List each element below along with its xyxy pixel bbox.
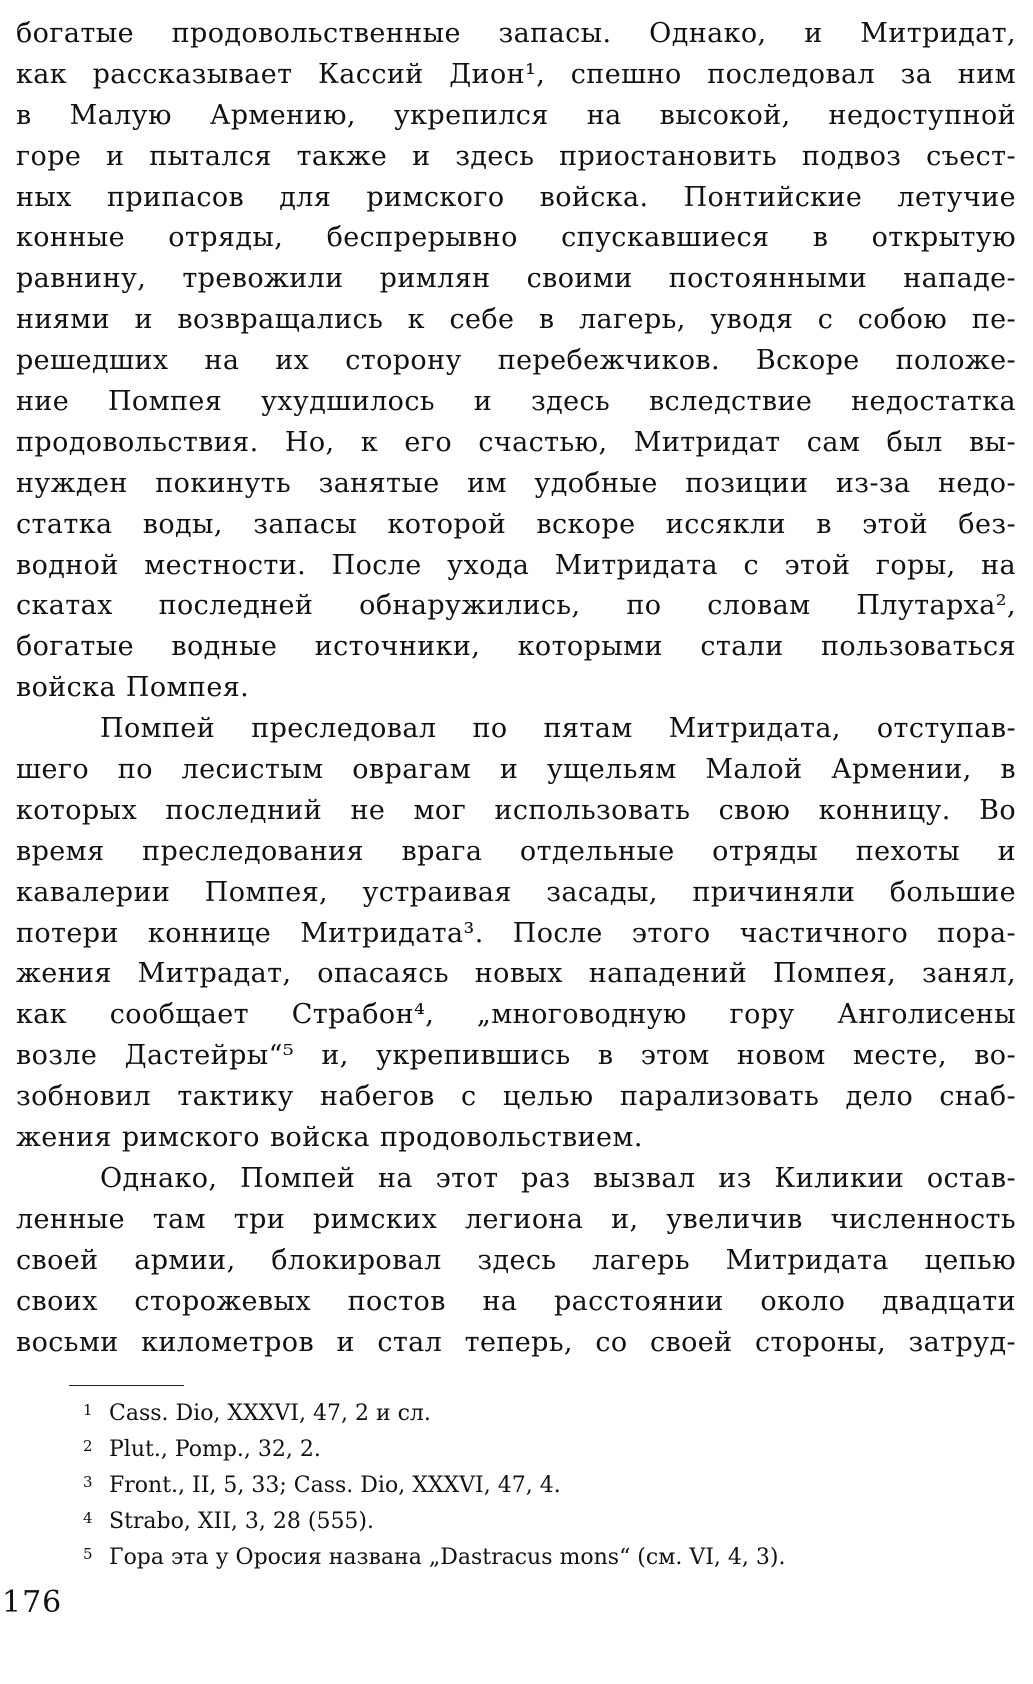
footnote bbox=[83, 1430, 983, 1466]
footnote-text: Strabo, XII, 3, 28 (555). bbox=[109, 1509, 375, 1534]
text-line: ние Помпея ухудшилось и здесь вследствие недостатка bbox=[16, 386, 1016, 418]
footnote-number: 2 bbox=[83, 1437, 93, 1455]
footnote-number: 3 bbox=[83, 1473, 93, 1491]
text-line: статка воды, запасы которой вскоре иссякли в этой без- bbox=[16, 508, 1016, 540]
text-line: как сообщает Страбон⁴, „многоводную гору Анголисены bbox=[16, 999, 1016, 1031]
text-line: ленные там три римских легиона и, увеличив численность bbox=[16, 1203, 1016, 1235]
footnote-number: 4 bbox=[83, 1509, 93, 1527]
text-line: как рассказывает Кассий Дион¹, спешно последовал за ним bbox=[16, 58, 1016, 90]
page-number: 176 bbox=[2, 1585, 63, 1620]
footnote-text: Гора эта у Оросия названа „Dastracus mons“ (см. VI, 4, 3). bbox=[109, 1545, 786, 1570]
footnote-text: Front., II, 5, 33; Cass. Dio, XXXVI, 47, 4. bbox=[109, 1473, 561, 1498]
text-line: ниями и возвращались к себе в лагерь, уводя с собою пе- bbox=[16, 304, 1016, 336]
text-line: Однако, Помпей на этот раз вызвал из Киликии остав- bbox=[100, 1162, 1016, 1194]
footnote-number: 1 bbox=[83, 1401, 93, 1419]
footnote-separator bbox=[69, 1385, 184, 1386]
paragraph-1 bbox=[16, 14, 1016, 709]
text-line: водной местности. После ухода Митридата с этой горы, на bbox=[16, 549, 1016, 581]
text-line: скатах последней обнаружились, по словам Плутарха², bbox=[16, 590, 1016, 622]
footnote bbox=[83, 1502, 983, 1538]
text-line: равнину, тревожили римлян своими постоянными нападе- bbox=[16, 263, 1016, 295]
text-line: решедших на их сторону перебежчиков. Вскоре положе- bbox=[16, 345, 1016, 377]
text-line: жения римского войска продовольствием. bbox=[16, 1122, 643, 1154]
footnotes bbox=[83, 1394, 983, 1574]
text-line: продовольствия. Но, к его счастью, Митридат сам был вы- bbox=[16, 426, 1016, 458]
text-line: своих сторожевых постов на расстоянии около двадцати bbox=[16, 1285, 1016, 1317]
text-line: шего по лесистым оврагам и ущельям Малой Армении, в bbox=[16, 754, 1016, 786]
footnote-number: 5 bbox=[83, 1545, 93, 1563]
text-line: своей армии, блокировал здесь лагерь Митридата цепью bbox=[16, 1244, 1016, 1276]
text-line: войска Помпея. bbox=[16, 672, 250, 704]
text-line: зобновил тактику набегов с целью парализовать дело снаб- bbox=[16, 1081, 1016, 1113]
text-line: конные отряды, беспрерывно спускавшиеся в открытую bbox=[16, 222, 1016, 254]
text-line: горе и пытался также и здесь приостановить подвоз съест- bbox=[16, 140, 1016, 172]
text-line: время преследования врага отдельные отряды пехоты и bbox=[16, 835, 1016, 867]
text-line: нужден покинуть занятые им удобные позиции из-за недо- bbox=[16, 467, 1016, 499]
text-line: кавалерии Помпея, устраивая засады, причиняли большие bbox=[16, 876, 1016, 908]
footnote bbox=[83, 1538, 983, 1574]
paragraph-2 bbox=[16, 709, 1016, 1159]
body-text bbox=[16, 14, 1016, 1363]
text-line: возле Дастейры“⁵ и, укрепившись в этом новом месте, во- bbox=[16, 1040, 1016, 1072]
text-line: Помпей преследовал по пятам Митридата, отступав- bbox=[100, 713, 1016, 745]
text-line: жения Митрадат, опасаясь новых нападений Помпея, занял, bbox=[16, 958, 1016, 990]
paragraph-3 bbox=[16, 1159, 1016, 1363]
text-line: богатые продовольственные запасы. Однако, и Митридат, bbox=[16, 18, 1016, 49]
footnote-text: Plut., Pomp., 32, 2. bbox=[109, 1437, 321, 1462]
text-line: богатые водные источники, которыми стали пользоваться bbox=[16, 631, 1016, 663]
text-line: которых последний не мог использовать свою конницу. Во bbox=[16, 794, 1016, 826]
text-line: ных припасов для римского войска. Понтийские летучие bbox=[16, 181, 1016, 213]
footnote-text: Cass. Dio, XXXVI, 47, 2 и сл. bbox=[109, 1401, 431, 1426]
footnote bbox=[83, 1394, 983, 1430]
footnote bbox=[83, 1466, 983, 1502]
text-line: восьми километров и стал теперь, со своей стороны, затруд- bbox=[16, 1326, 1016, 1358]
text-line: потери коннице Митридата³. После этого частичного пора- bbox=[16, 917, 1016, 949]
text-line: в Малую Армению, укрепился на высокой, недоступной bbox=[16, 99, 1016, 131]
